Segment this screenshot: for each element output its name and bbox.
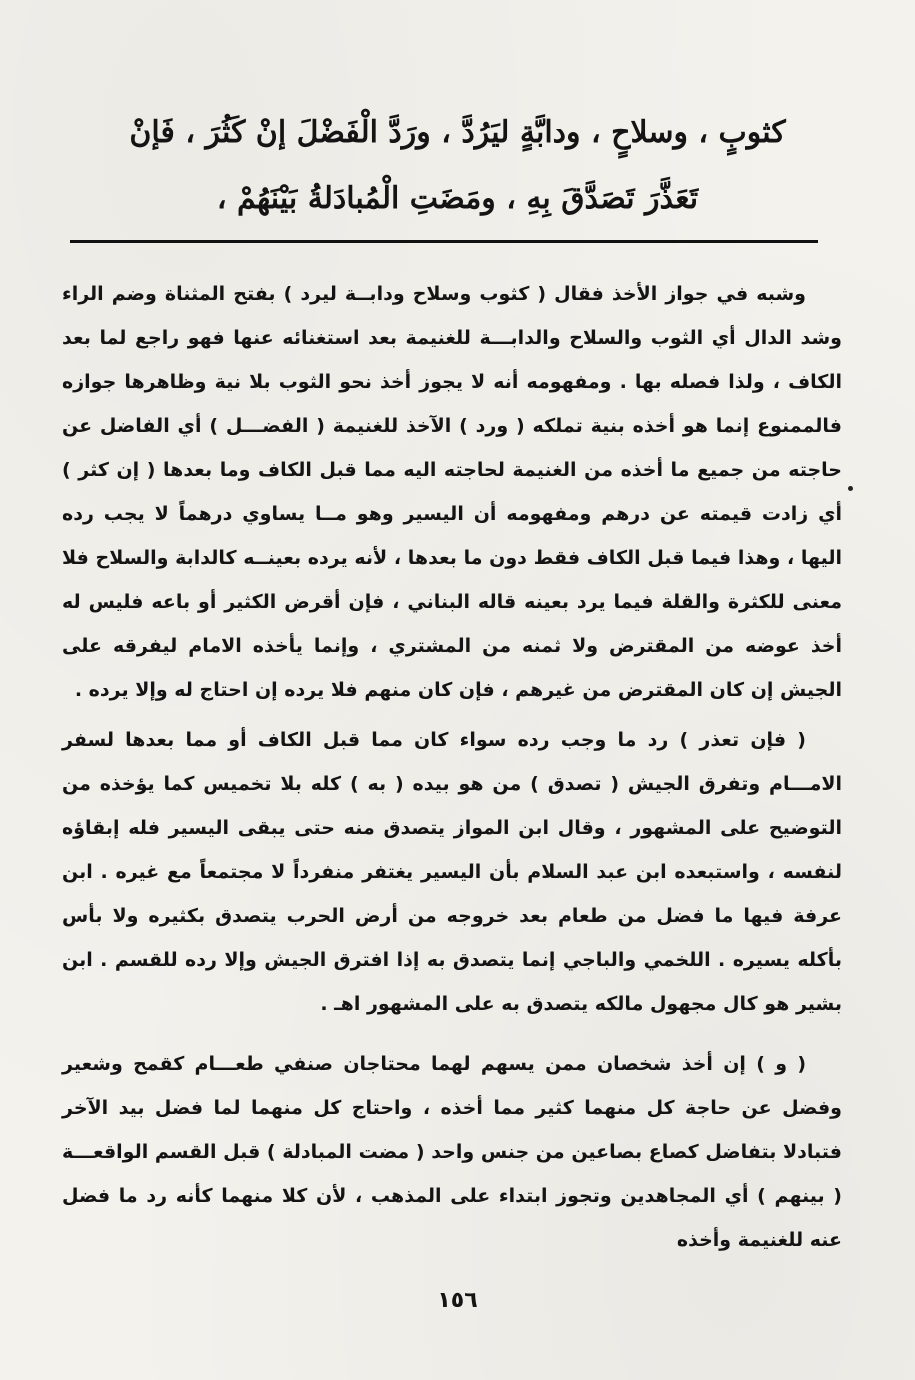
matn-line-1: كثوبٍ ، وسلاحٍ ، ودابَّةٍ ليَرُدَّ ، ورَدَّ الْفَضْلَ إنْ كَثُرَ ، فَإنْ bbox=[129, 115, 786, 150]
commentary-body bbox=[62, 272, 842, 1262]
commentary-paragraph-3: ( و ) إن أخذ شخصان ممن يسهم لهما محتاجان صنفي طعـــام كقمح وشعير وفضل عن حاجة كل منهما كثير مما أخذه ، واحتاج كل منهما لما فضل بيد الآخر فتبادلا بتفاضل كصاع بصاعين من جنس واحد ( مضت المبادلة ) قبل القسم الواقعـــة ( بينهم ) أي المجاهدين وتجوز ابتداء على المذهب ، لأن كلا منهما كأنه رد ما فضل عنه للغنيمة وأخذه bbox=[62, 1053, 842, 1251]
commentary-paragraph-1: وشبه في جواز الأخذ فقال ( كثوب وسلاح ودابــة ليرد ) بفتح المثناة وضم الراء وشد الدال أي الثوب والسلاح والدابـــة للغنيمة بعد استغنائه عنها فهو راجع لما بعد الكاف ، ولذا فصله بها . ومفهومه أنه لا يجوز أخذ نحو الثوب بلا نية وظاهرها جوازه فالممنوع إنما هو أخذه بنية تملكه ( ورد ) الآخذ للغنيمة ( الفضـــل ) أي الفاضل عن حاجته من جميع ما أخذه من الغنيمة لحاجته اليه مما قبل الكاف وما بعدها ( إن كثر ) أي زادت قيمته عن درهم ومفهومه أن اليسير وهو مــا يساوي درهماً لا يجب رده اليها ، وهذا فيما قبل الكاف فقط دون ما بعدها ، لأنه يرده بعينــه كالدابة والسلاح فلا معنى للكثرة والقلة فيما يرد بعينه قاله البناني ، فإن أقرض الكثير أو باعه فليس له أخذ عوضه من المقترض ولا ثمنه من المشتري ، وإنما يأخذه الامام ليفرقه على الجيش إن كان المقترض من غيرهم ، فإن كان منهم فلا يرده إن احتاج له وإلا يرده . bbox=[62, 283, 842, 701]
matn-line-2: تَعَذَّرَ تَصَدَّقَ بِهِ ، ومَضَتِ الْمُبادَلةُ بَيْنَهُمْ ، bbox=[216, 181, 699, 216]
header-divider-rule bbox=[70, 240, 818, 243]
page-number: ١٥٦ bbox=[437, 1288, 478, 1313]
matn-header bbox=[60, 100, 855, 232]
margin-dot bbox=[848, 486, 853, 491]
commentary-paragraph-2: ( فإن تعذر ) رد ما وجب رده سواء كان مما قبل الكاف أو مما بعدها لسفر الامـــام وتفرق الجيش ( تصدق ) من هو بيده ( به ) كله بلا تخميس كما يؤخذه من التوضيح على المشهور ، وقال ابن المواز يتصدق منه حتى يبقى اليسير فله إبقاؤه لنفسه ، واستبعده ابن عبد السلام بأن اليسير يغتفر منفرداً لا مجتمعاً مع غيره . ابن عرفة فيها ما فضل من طعام بعد خروجه من أرض الحرب يتصدق بكثيره ولا بأس بأكله يسيره . اللخمي والباجي إنما يتصدق به إذا افترق الجيش وإلا رده للقسم . ابن بشير هو كال مجهول مالكه يتصدق به على المشهور اهـ . bbox=[62, 729, 842, 1015]
